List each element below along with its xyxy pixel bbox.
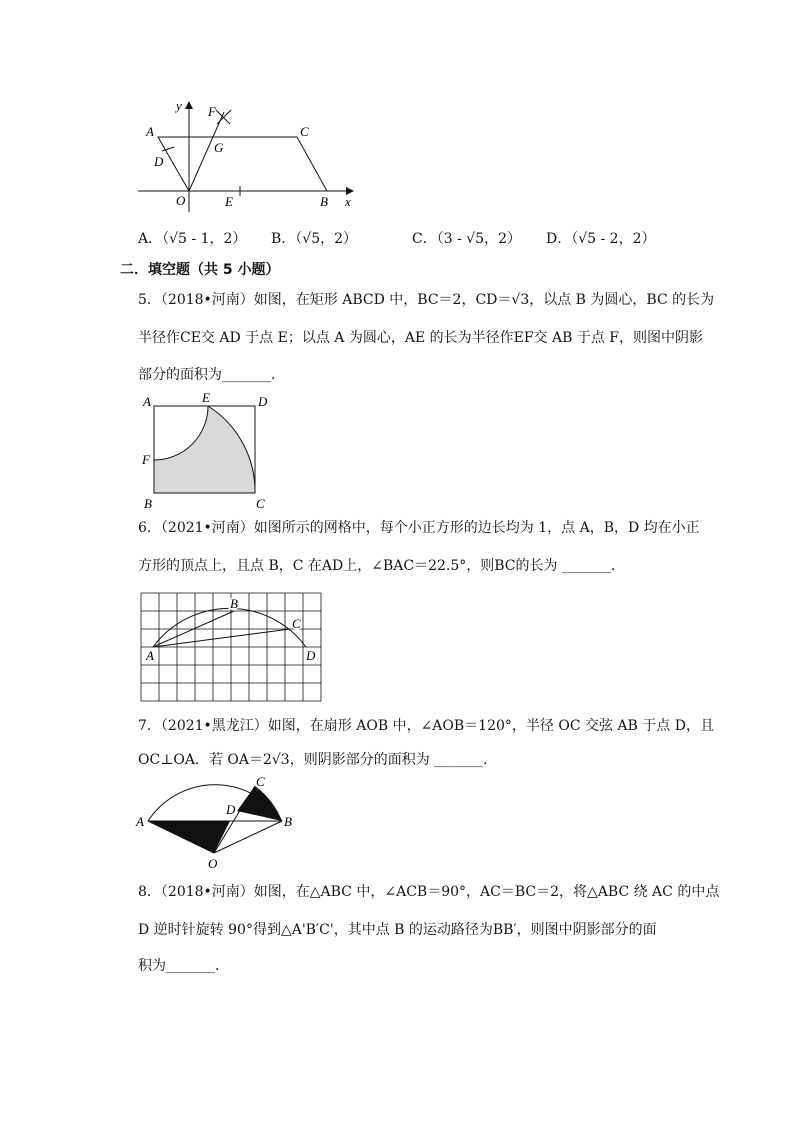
- fig1-label-C: C: [300, 124, 309, 139]
- fig1-label-E: E: [225, 194, 233, 209]
- fig3-label-A: A: [146, 648, 154, 663]
- fig2-label-E: E: [202, 392, 210, 405]
- figure-q5-rectangle: [140, 392, 270, 512]
- q5-line3: 部分的面积为_______．: [138, 367, 285, 383]
- q8-line2: D 逆时针旋转 90°得到△A'B′C'，其中点 B 的运动路径为BB′，则图中阴影部分的面: [138, 922, 657, 938]
- fig4-label-C: C: [256, 774, 265, 789]
- figure-q4-coordinate: [134, 96, 364, 214]
- fig4-label-B: B: [284, 814, 292, 829]
- fig1-label-O: O: [176, 193, 186, 208]
- fig2-label-A: A: [143, 394, 151, 409]
- fig2-label-D: D: [258, 394, 268, 409]
- q7-line2: OC⊥OA．若 OA＝2√3，则阴影部分的面积为 _______．: [138, 752, 498, 768]
- fig4-label-A: A: [136, 814, 144, 829]
- fig1-label-B: B: [320, 194, 328, 209]
- q5-line2: 半径作CE交 AD 于点 E；以点 A 为圆心，AE 的长为半径作EF交 AB 于点 F，则图中阴影: [138, 330, 704, 346]
- fig1-label-x: x: [345, 194, 351, 209]
- fig2-label-C: C: [256, 496, 265, 511]
- fig4-label-D: D: [226, 802, 236, 817]
- section-heading: 二．填空题（共 5 小题）: [120, 262, 280, 278]
- q5-line1: 5．（2018•河南）如图，在矩形 ABCD 中，BC＝2，CD＝√3，以点 B 为圆心，BC 的长为: [138, 292, 715, 308]
- fig1-label-G: G: [214, 140, 224, 155]
- fig1-label-y: y: [176, 98, 182, 113]
- fig1-label-F: F: [208, 104, 216, 119]
- fig3-label-D: D: [306, 648, 316, 663]
- figure-q6-grid: [138, 592, 328, 704]
- fig3-label-C: C: [292, 616, 301, 631]
- q6-line2: 方形的顶点上，且点 B，C 在AD上，∠BAC＝22.5°，则BC的长为 _______．: [138, 558, 625, 574]
- q6-line1: 6．（2021•河南）如图所示的网格中，每个小正方形的边长均为 1，点 A，B，D 均在小正: [138, 520, 700, 536]
- fig2-label-B: B: [144, 496, 152, 511]
- option-c: C．（3 - √5，2）: [412, 231, 521, 247]
- q7-line1: 7．（2021•黑龙江）如图，在扇形 AOB 中，∠AOB＝120°，半径 OC 交弦 AB 于点 D，且: [138, 718, 714, 734]
- fig4-label-O: O: [208, 856, 218, 871]
- q8-line3: 积为_______．: [138, 958, 229, 974]
- option-a: A．（√5 - 1，2）: [138, 231, 247, 247]
- figure-q7-sector: [134, 770, 304, 874]
- option-b: B．（√5，2）: [271, 231, 358, 247]
- option-d: D．（√5 - 2，2）: [546, 231, 656, 247]
- fig3-label-B: B: [230, 596, 238, 611]
- fig1-label-A: A: [146, 124, 154, 139]
- fig1-label-D: D: [154, 154, 164, 169]
- fig2-label-F: F: [142, 452, 150, 467]
- q8-line1: 8．（2018•河南）如图，在△ABC 中，∠ACB＝90°，AC＝BC＝2，将△ABC 绕 AC 的中点: [138, 884, 720, 900]
